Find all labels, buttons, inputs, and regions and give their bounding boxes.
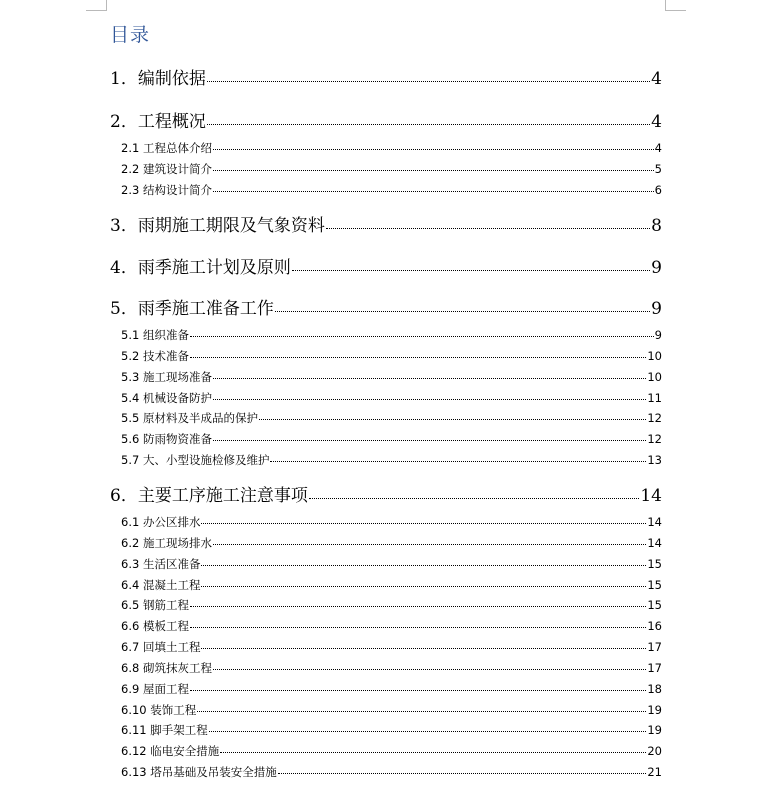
toc-dot-leader — [201, 648, 646, 649]
toc-dot-leader — [201, 565, 646, 566]
toc-entry-label: 2.1 工程总体介绍 — [121, 141, 212, 155]
toc-dot-leader — [201, 586, 646, 587]
toc-entry-level2[interactable] — [121, 452, 662, 468]
toc-entry-label: 5.3 施工现场准备 — [121, 370, 212, 384]
toc-entry-page-number: 9 — [651, 258, 662, 278]
toc-entry-page-number: 15 — [647, 557, 662, 571]
toc-entry-level2[interactable] — [121, 369, 662, 385]
toc-dot-leader — [220, 752, 646, 753]
toc-entry-label: 6.3 生活区准备 — [121, 557, 201, 571]
toc-entry-label: 6.4 混凝土工程 — [121, 578, 201, 592]
toc-entry-page-number: 10 — [647, 370, 662, 384]
toc-entry-label: 5.4 机械设备防护 — [121, 391, 212, 405]
toc-dot-leader — [326, 228, 650, 229]
toc-entry-label: 2.2 建筑设计简介 — [121, 162, 212, 176]
toc-dot-leader — [213, 544, 646, 545]
toc-entry-label: 6．主要工序施工注意事项 — [110, 486, 308, 506]
toc-entry-page-number: 5 — [654, 162, 662, 176]
toc-entry-level2[interactable] — [121, 722, 662, 738]
toc-entry-page-number: 17 — [647, 661, 662, 675]
toc-entry-level2[interactable] — [121, 618, 662, 634]
toc-entry-page-number: 9 — [654, 328, 662, 342]
toc-entry-page-number: 4 — [651, 112, 662, 132]
toc-entry-level2[interactable] — [121, 431, 662, 447]
toc-entry-level2[interactable] — [121, 182, 662, 198]
toc-dot-leader — [190, 336, 654, 337]
page-corner-mark-right — [665, 0, 686, 11]
toc-dot-leader — [213, 170, 654, 171]
toc-dot-leader — [190, 606, 646, 607]
toc-entry-label: 5．雨季施工准备工作 — [110, 299, 274, 319]
toc-dot-leader — [259, 419, 646, 420]
toc-entry-label: 6.11 脚手架工程 — [121, 723, 208, 737]
toc-dot-leader — [213, 378, 646, 379]
toc-entry-level1[interactable] — [110, 294, 662, 319]
toc-entry-level2[interactable] — [121, 764, 662, 780]
toc-entry-level2[interactable] — [121, 681, 662, 697]
toc-entry-label: 6.2 施工现场排水 — [121, 536, 212, 550]
toc-entry-page-number: 20 — [647, 744, 662, 758]
toc-entry-level2[interactable] — [121, 410, 662, 426]
toc-entry-level2[interactable] — [121, 556, 662, 572]
toc-entry-level2[interactable] — [121, 702, 662, 718]
toc-dot-leader — [190, 357, 646, 358]
toc-entry-label: 4．雨季施工计划及原则 — [110, 258, 291, 278]
toc-entry-label: 6.1 办公区排水 — [121, 515, 201, 529]
toc-dot-leader — [213, 191, 654, 192]
toc-entry-level2[interactable] — [121, 140, 662, 156]
toc-entry-level2[interactable] — [121, 639, 662, 655]
toc-dot-leader — [213, 440, 646, 441]
toc-entry-label: 3．雨期施工期限及气象资料 — [110, 216, 325, 236]
toc-dot-leader — [207, 81, 650, 82]
toc-entry-page-number: 4 — [654, 141, 662, 155]
toc-dot-leader — [292, 270, 650, 271]
toc-entry-page-number: 14 — [640, 486, 662, 506]
toc-dot-leader — [201, 523, 646, 524]
toc-entry-level2[interactable] — [121, 161, 662, 177]
toc-dot-leader — [207, 124, 650, 125]
toc-entry-level1[interactable] — [110, 253, 662, 278]
toc-entry-level2[interactable] — [121, 577, 662, 593]
toc-entry-label: 6.5 钢筋工程 — [121, 598, 189, 612]
toc-dot-leader — [190, 627, 646, 628]
toc-entry-label: 6.7 回填土工程 — [121, 640, 201, 654]
toc-dot-leader — [209, 731, 647, 732]
toc-entry-label: 5.2 技术准备 — [121, 349, 189, 363]
toc-entry-label: 6.8 砌筑抹灰工程 — [121, 661, 212, 675]
toc-entry-level1[interactable] — [110, 107, 662, 132]
toc-dot-leader — [190, 690, 646, 691]
toc-entry-label: 5.5 原材料及半成品的保护 — [121, 411, 258, 425]
toc-entry-label: 6.12 临电安全措施 — [121, 744, 220, 758]
toc-entry-page-number: 19 — [647, 723, 662, 737]
toc-dot-leader — [197, 711, 646, 712]
toc-entry-label: 5.7 大、小型设施检修及维护 — [121, 453, 270, 467]
toc-entry-label: 6.13 塔吊基础及吊装安全措施 — [121, 765, 277, 779]
toc-entry-label: 2．工程概况 — [110, 112, 206, 132]
toc-entry-page-number: 19 — [647, 703, 662, 717]
toc-entry-page-number: 14 — [647, 515, 662, 529]
toc-entry-page-number: 10 — [647, 349, 662, 363]
toc-heading: 目录 — [110, 24, 151, 46]
toc-entry-level2[interactable] — [121, 327, 662, 343]
toc-entry-page-number: 11 — [647, 391, 662, 405]
toc-entry-label: 6.9 屋面工程 — [121, 682, 189, 696]
toc-dot-leader — [213, 669, 646, 670]
toc-entry-label: 6.10 装饰工程 — [121, 703, 197, 717]
toc-dot-leader — [213, 399, 646, 400]
toc-dot-leader — [309, 498, 640, 499]
toc-entry-label: 5.1 组织准备 — [121, 328, 189, 342]
toc-entry-label: 1．编制依据 — [110, 69, 206, 89]
toc-entry-level2[interactable] — [121, 535, 662, 551]
toc-entry-page-number: 14 — [647, 536, 662, 550]
toc-entry-label: 6.6 模板工程 — [121, 619, 189, 633]
toc-entry-page-number: 21 — [647, 765, 662, 779]
toc-entry-page-number: 15 — [647, 578, 662, 592]
toc-entry-level2[interactable] — [121, 597, 662, 613]
toc-dot-leader — [270, 461, 646, 462]
toc-entry-page-number: 4 — [651, 69, 662, 89]
toc-entry-level1[interactable] — [110, 481, 662, 506]
toc-entry-label: 5.6 防雨物资准备 — [121, 432, 212, 446]
toc-entry-page-number: 9 — [651, 299, 662, 319]
toc-entry-page-number: 6 — [654, 183, 662, 197]
toc-entry-page-number: 12 — [647, 432, 662, 446]
toc-entry-level1[interactable] — [110, 64, 662, 89]
toc-entry-level2[interactable] — [121, 390, 662, 406]
toc-entry-level2[interactable] — [121, 743, 662, 759]
toc-entry-level1[interactable] — [110, 211, 662, 236]
toc-entry-page-number: 15 — [647, 598, 662, 612]
toc-entry-page-number: 18 — [647, 682, 662, 696]
toc-dot-leader — [275, 311, 650, 312]
toc-entry-level2[interactable] — [121, 348, 662, 364]
toc-dot-leader — [213, 149, 654, 150]
toc-entry-level2[interactable] — [121, 660, 662, 676]
toc-entry-page-number: 8 — [651, 216, 662, 236]
toc-entry-label: 2.3 结构设计简介 — [121, 183, 212, 197]
toc-entry-page-number: 13 — [647, 453, 662, 467]
toc-entry-page-number: 17 — [647, 640, 662, 654]
toc-dot-leader — [278, 773, 647, 774]
toc-entry-page-number: 16 — [647, 619, 662, 633]
toc-entry-page-number: 12 — [647, 411, 662, 425]
page-corner-mark-left — [86, 0, 107, 11]
toc-entry-level2[interactable] — [121, 514, 662, 530]
